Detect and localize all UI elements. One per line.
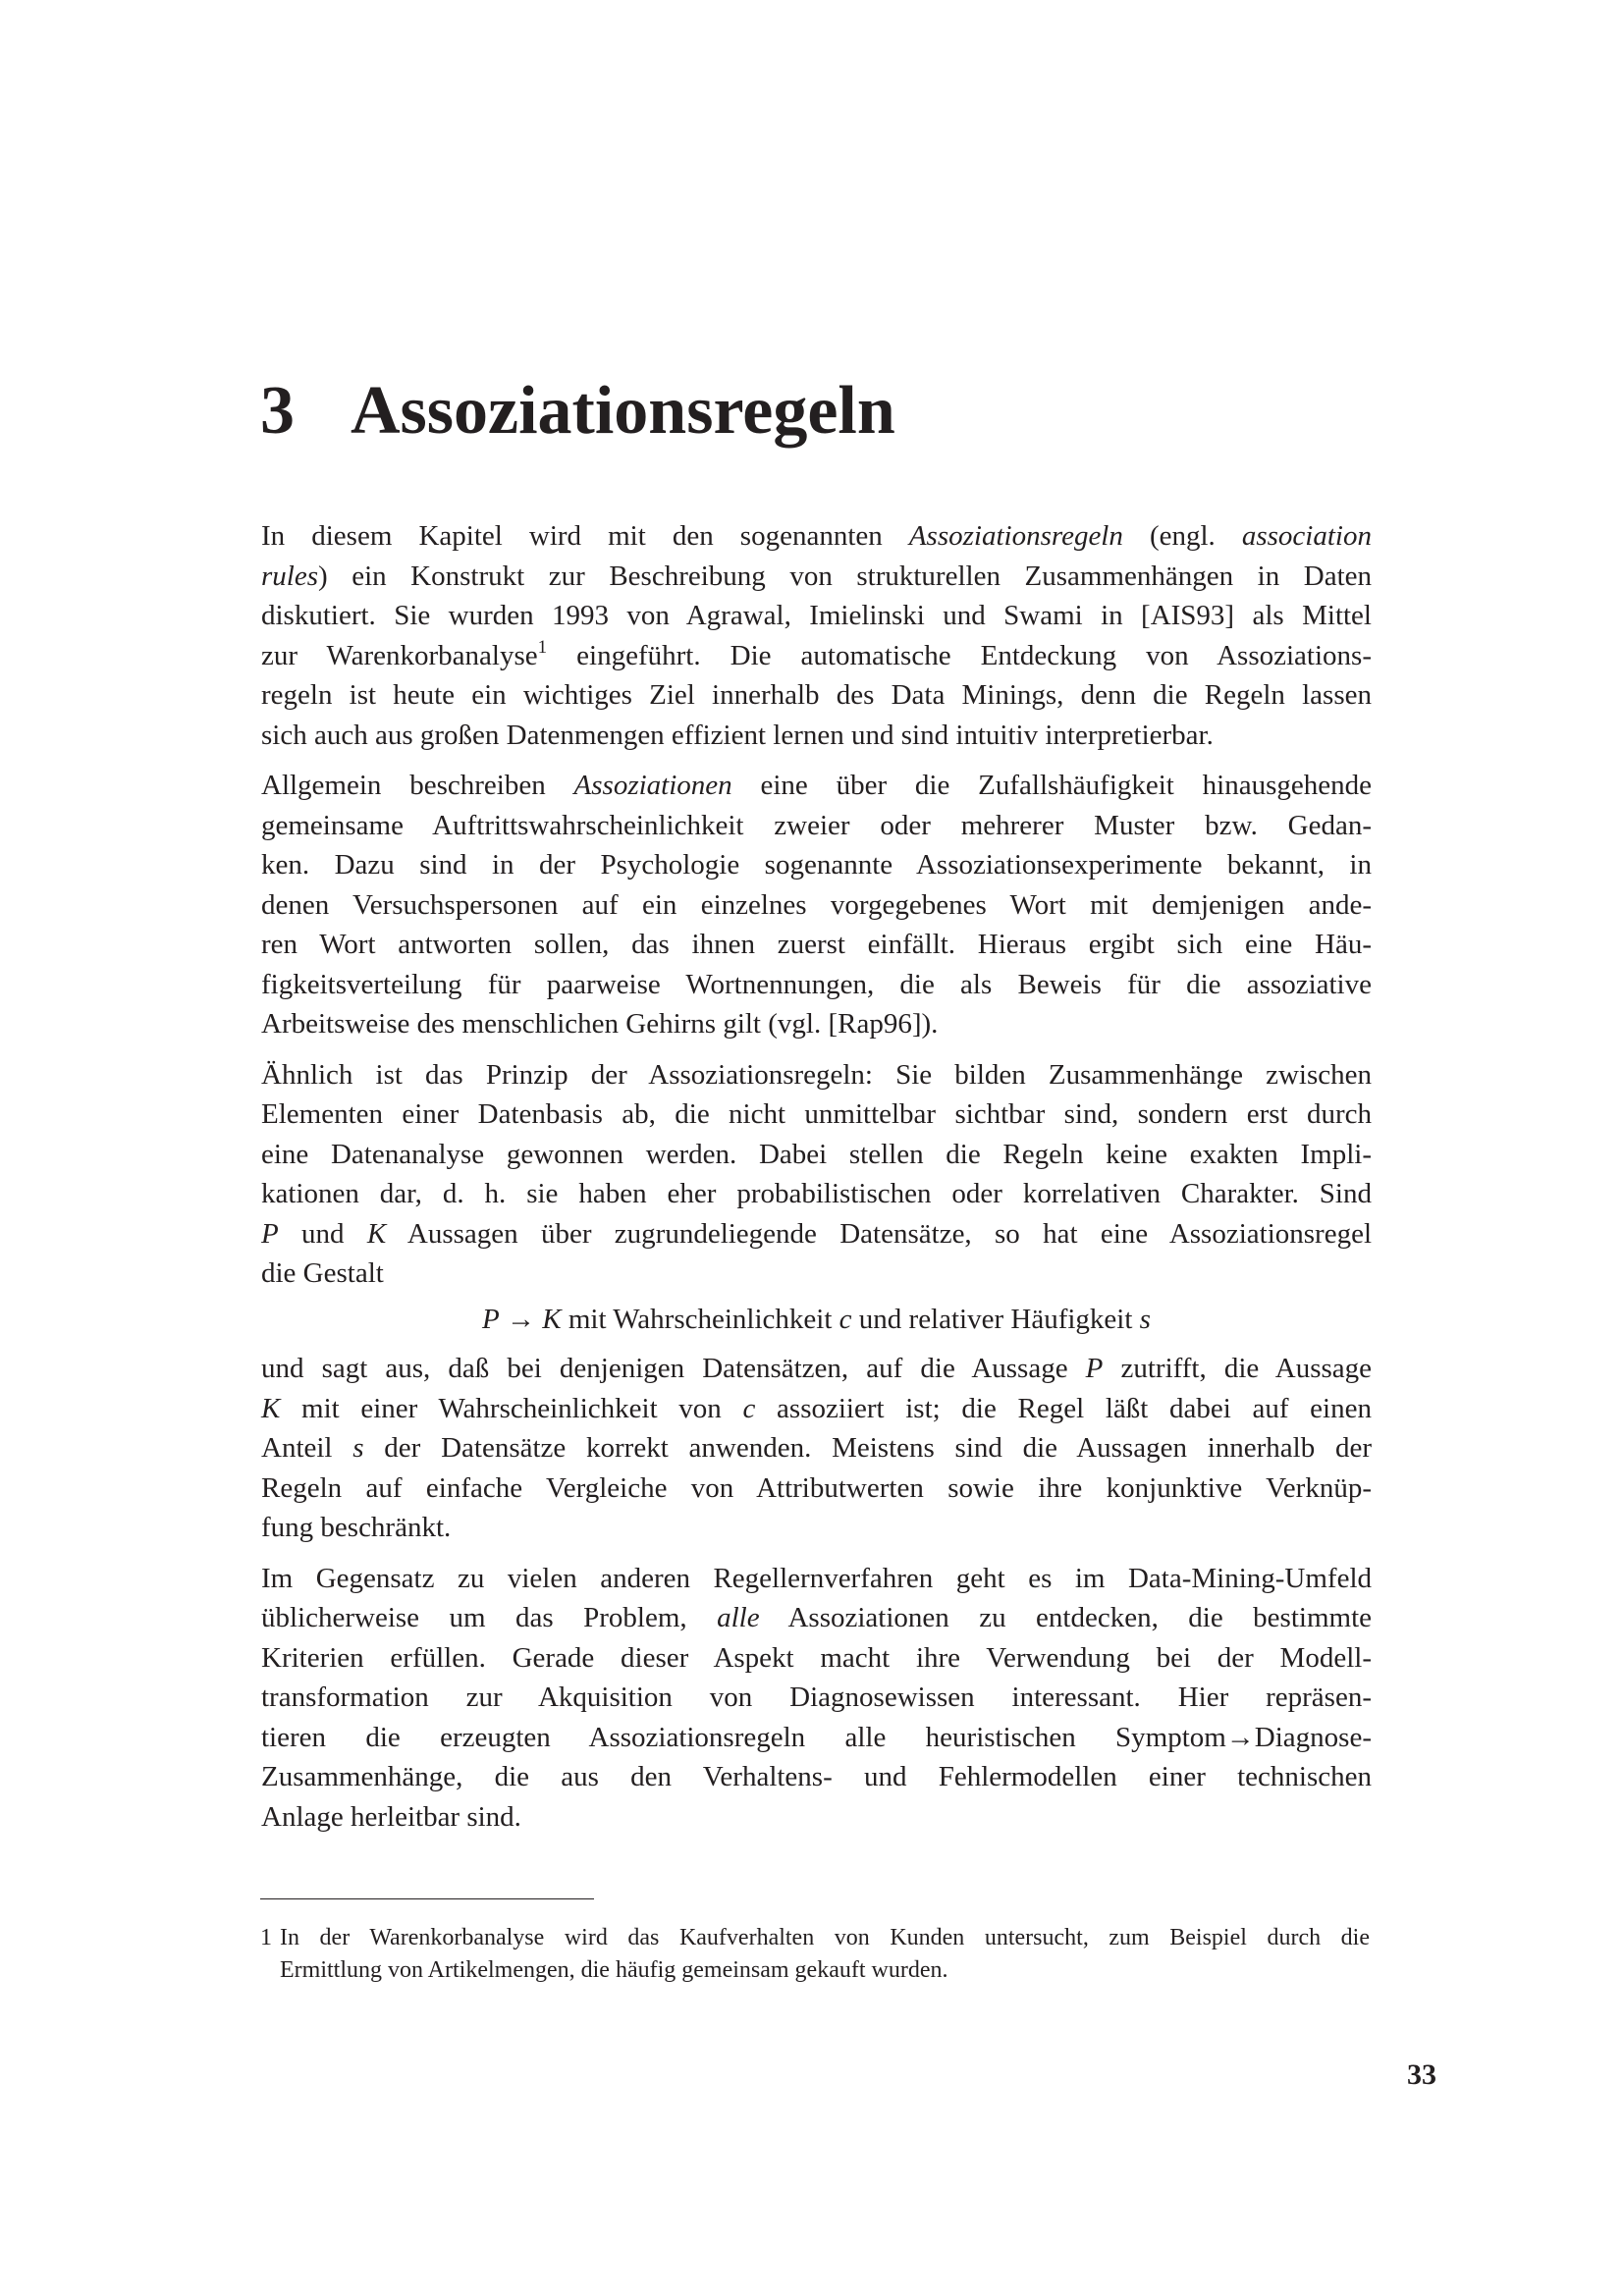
footnote-line: Ermittlung von Artikelmengen, die häufig gemeinsam gekauft wurden. [280,1957,948,1983]
text-segment: ) ein Konstrukt zur Beschreibung von strukturellen Zusammenhängen in Daten [318,560,1372,592]
text-line [261,636,1372,676]
text-segment: zur Warenkorbanalyse [261,639,538,671]
text-line [261,766,1372,806]
emphasis: alle [717,1602,760,1633]
text-segment: Allgemein beschreiben [261,770,574,801]
text-line [261,965,1372,1005]
text-segment: sich auch aus großen Datenmengen effizient lernen und sind intuitiv interpretierbar. [261,719,1214,751]
emphasis: P [261,1217,279,1250]
emphasis: rules [261,560,318,592]
paragraph [261,516,1372,755]
chapter-title: Assoziationsregeln [351,372,895,449]
text-segment: (engl. [1122,520,1242,552]
text-segment: Aussagen über zugrundeliegende Datensätze, so hat eine Assoziationsregel [386,1217,1373,1250]
text-line [261,806,1372,846]
text-line [261,1468,1372,1509]
page-number: 33 [1407,2058,1436,2091]
text-segment: mit einer Wahrscheinlichkeit von [280,1392,743,1424]
text-segment: ren Wort antworten sollen, das ihnen zuerst einfällt. Hieraus ergibt sich eine Häu- [261,929,1372,960]
text-line [261,1055,1372,1095]
text-segment: und relativer Häufigkeit [851,1303,1140,1335]
text-line [261,1135,1372,1175]
text-segment: In diesem Kapitel wird mit den sogenannten [261,520,909,552]
text-line [261,596,1372,636]
text-segment: tieren die erzeugten Assoziationsregeln alle heuristischen Symptom→Diagnose- [261,1721,1372,1753]
text-segment: figkeitsverteilung für paarweise Wortnennungen, die als Beweis für die assoziative [261,968,1372,1000]
text-line [261,1254,1372,1294]
text-segment: denen Versuchspersonen auf ein einzelnes vorgegebenes Wort mit demjenigen ande- [261,888,1372,921]
text-line [261,1428,1372,1468]
text-segment: Arbeitsweise des menschlichen Gehirns gilt (vgl. [Rap96]). [261,1008,939,1040]
body-text [261,516,1372,1837]
text-segment: üblicherweise um das Problem, [261,1602,718,1633]
text-segment: Anlage herleitbar sind. [261,1800,521,1833]
text-line [261,1797,1372,1838]
text-line [261,1095,1372,1135]
text-segment: → [499,1303,543,1335]
text-line [261,925,1372,965]
text-segment: transformation zur Akquisition von Diagnosewissen interessant. Hier repräsen- [261,1682,1372,1713]
text-segment: Assoziationen zu entdecken, die bestimmte [759,1602,1373,1633]
text-line [261,516,1372,557]
text-segment: zutrifft, die Aussage [1103,1353,1373,1384]
footnote-line: In der Warenkorbanalyse wird das Kaufverhalten von Kunden untersucht, zum Beispiel durch die [280,1925,1370,1950]
text-segment: gemeinsame Auftrittswahrscheinlichkeit zweier oder mehrerer Muster bzw. Gedan- [261,809,1372,841]
emphasis: s [352,1432,364,1464]
emphasis: association [1241,520,1372,552]
text-segment: und sagt aus, daß bei denjenigen Datensätzen, auf die Aussage [261,1353,1086,1384]
footnote [260,1922,1370,1987]
text-line [261,716,1372,756]
emphasis: K [366,1217,387,1250]
text-line [261,1508,1372,1548]
text-segment: Elementen einer Datenbasis ab, die nicht unmittelbar sichtbar sind, sondern erst durch [261,1098,1372,1130]
text-line [261,675,1372,716]
footnote-number: 1 [260,1925,272,1950]
emphasis: Assoziationen [573,770,732,801]
text-line [261,1214,1372,1255]
text-segment: eine über die Zufallshäufigkeit hinausgehende [731,770,1372,801]
text-line [261,1174,1372,1214]
text-segment: Zusammenhänge, die aus den Verhaltens- und Fehlermodellen einer technischen [261,1761,1372,1792]
footnote-rule [260,1898,594,1899]
text-line [261,1718,1372,1758]
text-segment: Kriterien erfüllen. Gerade dieser Aspekt macht ihre Verwendung bei der Modell- [261,1641,1372,1674]
chapter-number: 3 [260,372,295,449]
text-line [261,557,1372,597]
paragraph [261,766,1372,1044]
text-line [261,1757,1372,1797]
emphasis: c [839,1303,852,1335]
text-segment: regeln ist heute ein wichtiges Ziel innerhalb des Data Minings, denn die Regeln lassen [261,679,1372,711]
text-segment: fung beschränkt. [261,1512,452,1543]
emphasis: P [482,1303,500,1335]
text-line [261,885,1372,926]
text-line [261,1678,1372,1718]
emphasis: K [261,1392,281,1424]
text-segment: diskutiert. Sie wurden 1993 von Agrawal, Imielinski und Swami in [AIS93] als Mittel [261,600,1372,631]
text-line [261,845,1372,885]
emphasis: Assoziationsregeln [908,520,1123,552]
text-segment: mit Wahrscheinlichkeit [561,1303,839,1335]
paragraph [261,1055,1372,1548]
text-line [261,1598,1372,1638]
text-segment: ken. Dazu sind in der Psychologie sogenannte Assoziationsexperimente bekannt, in [261,849,1372,881]
text-segment: kationen dar, d. h. sie haben eher probabilistischen oder korrelativen Charakter. Sind [261,1178,1372,1209]
text-line [261,1559,1372,1599]
text-segment: und [278,1217,367,1250]
emphasis: c [742,1392,756,1424]
emphasis: s [1139,1303,1151,1335]
text-segment: Ähnlich ist das Prinzip der Assoziationsregeln: Sie bilden Zusammenhänge zwischen [261,1058,1372,1091]
emphasis: P [1085,1353,1104,1384]
text-line [261,1349,1372,1389]
text-segment: assoziiert ist; die Regel läßt dabei auf einen [755,1392,1372,1424]
text-segment: der Datensätze korrekt anwenden. Meistens sind die Aussagen innerhalb der [363,1432,1372,1464]
text-line [261,1004,1372,1044]
text-line [261,1389,1372,1429]
text-line [261,1638,1372,1679]
formula [261,1300,1372,1340]
text-segment: Anteil [261,1432,353,1464]
text-segment: Im Gegensatz zu vielen anderen Regellernverfahren geht es im Data-Mining-Umfeld [261,1562,1372,1594]
text-segment: Regeln auf einfache Vergleiche von Attributwerten sowie ihre konjunktive Verknüp- [261,1471,1372,1504]
footnote-marker: 1 [537,636,548,658]
text-segment: die Gestalt [261,1257,384,1289]
emphasis: K [542,1303,562,1335]
text-segment: eine Datenanalyse gewonnen werden. Dabei stellen die Regeln keine exakten Impli- [261,1138,1372,1170]
text-segment: eingeführt. Die automatische Entdeckung von Assoziations- [547,639,1372,671]
chapter-heading [260,362,895,460]
paragraph [261,1559,1372,1838]
